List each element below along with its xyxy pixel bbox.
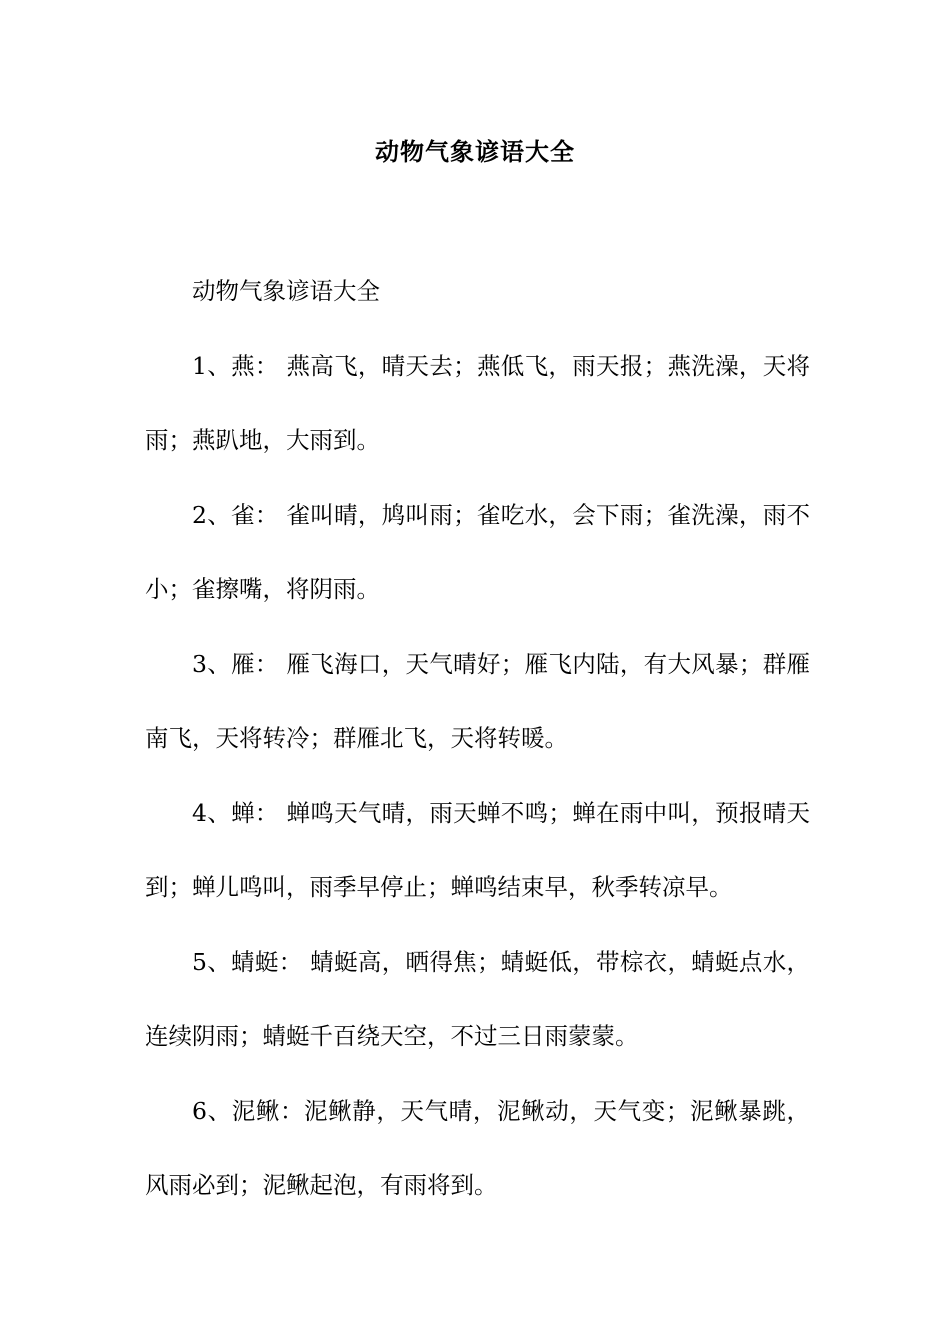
paragraph-sparrow: 2、雀： 雀叫晴，鸠叫雨；雀吃水，会下雨；雀洗澡，雨不小；雀擦嘴，将阴雨。 bbox=[145, 500, 810, 603]
paragraph-swallow: 1、燕： 燕高飞，晴天去；燕低飞，雨天报；燕洗澡，天将雨；燕趴地，大雨到。 bbox=[145, 351, 810, 454]
paragraph-dragonfly: 5、蜻蜓： 蜻蜓高，晒得焦；蜻蜓低，带棕衣，蜻蜓点水，连续阴雨；蜻蜓千百绕天空，不过三日雨蒙蒙。 bbox=[145, 947, 810, 1050]
paragraph-intro: 动物气象谚语大全 bbox=[192, 277, 380, 305]
document-body bbox=[145, 254, 810, 1223]
document-title: 动物气象谚语大全 bbox=[375, 137, 575, 166]
paragraph-goose: 3、雁： 雁飞海口，天气晴好；雁飞内陆，有大风暴；群雁南飞，天将转冷；群雁北飞，天将转暖。 bbox=[145, 649, 810, 752]
paragraph-loach: 6、泥鳅：泥鳅静，天气晴，泥鳅动，天气变；泥鳅暴跳，风雨必到；泥鳅起泡，有雨将到。 bbox=[145, 1096, 810, 1199]
paragraph-cicada: 4、蝉： 蝉鸣天气晴，雨天蝉不鸣；蝉在雨中叫，预报晴天到；蝉儿鸣叫，雨季早停止；蝉鸣结束早，秋季转凉早。 bbox=[145, 798, 810, 901]
